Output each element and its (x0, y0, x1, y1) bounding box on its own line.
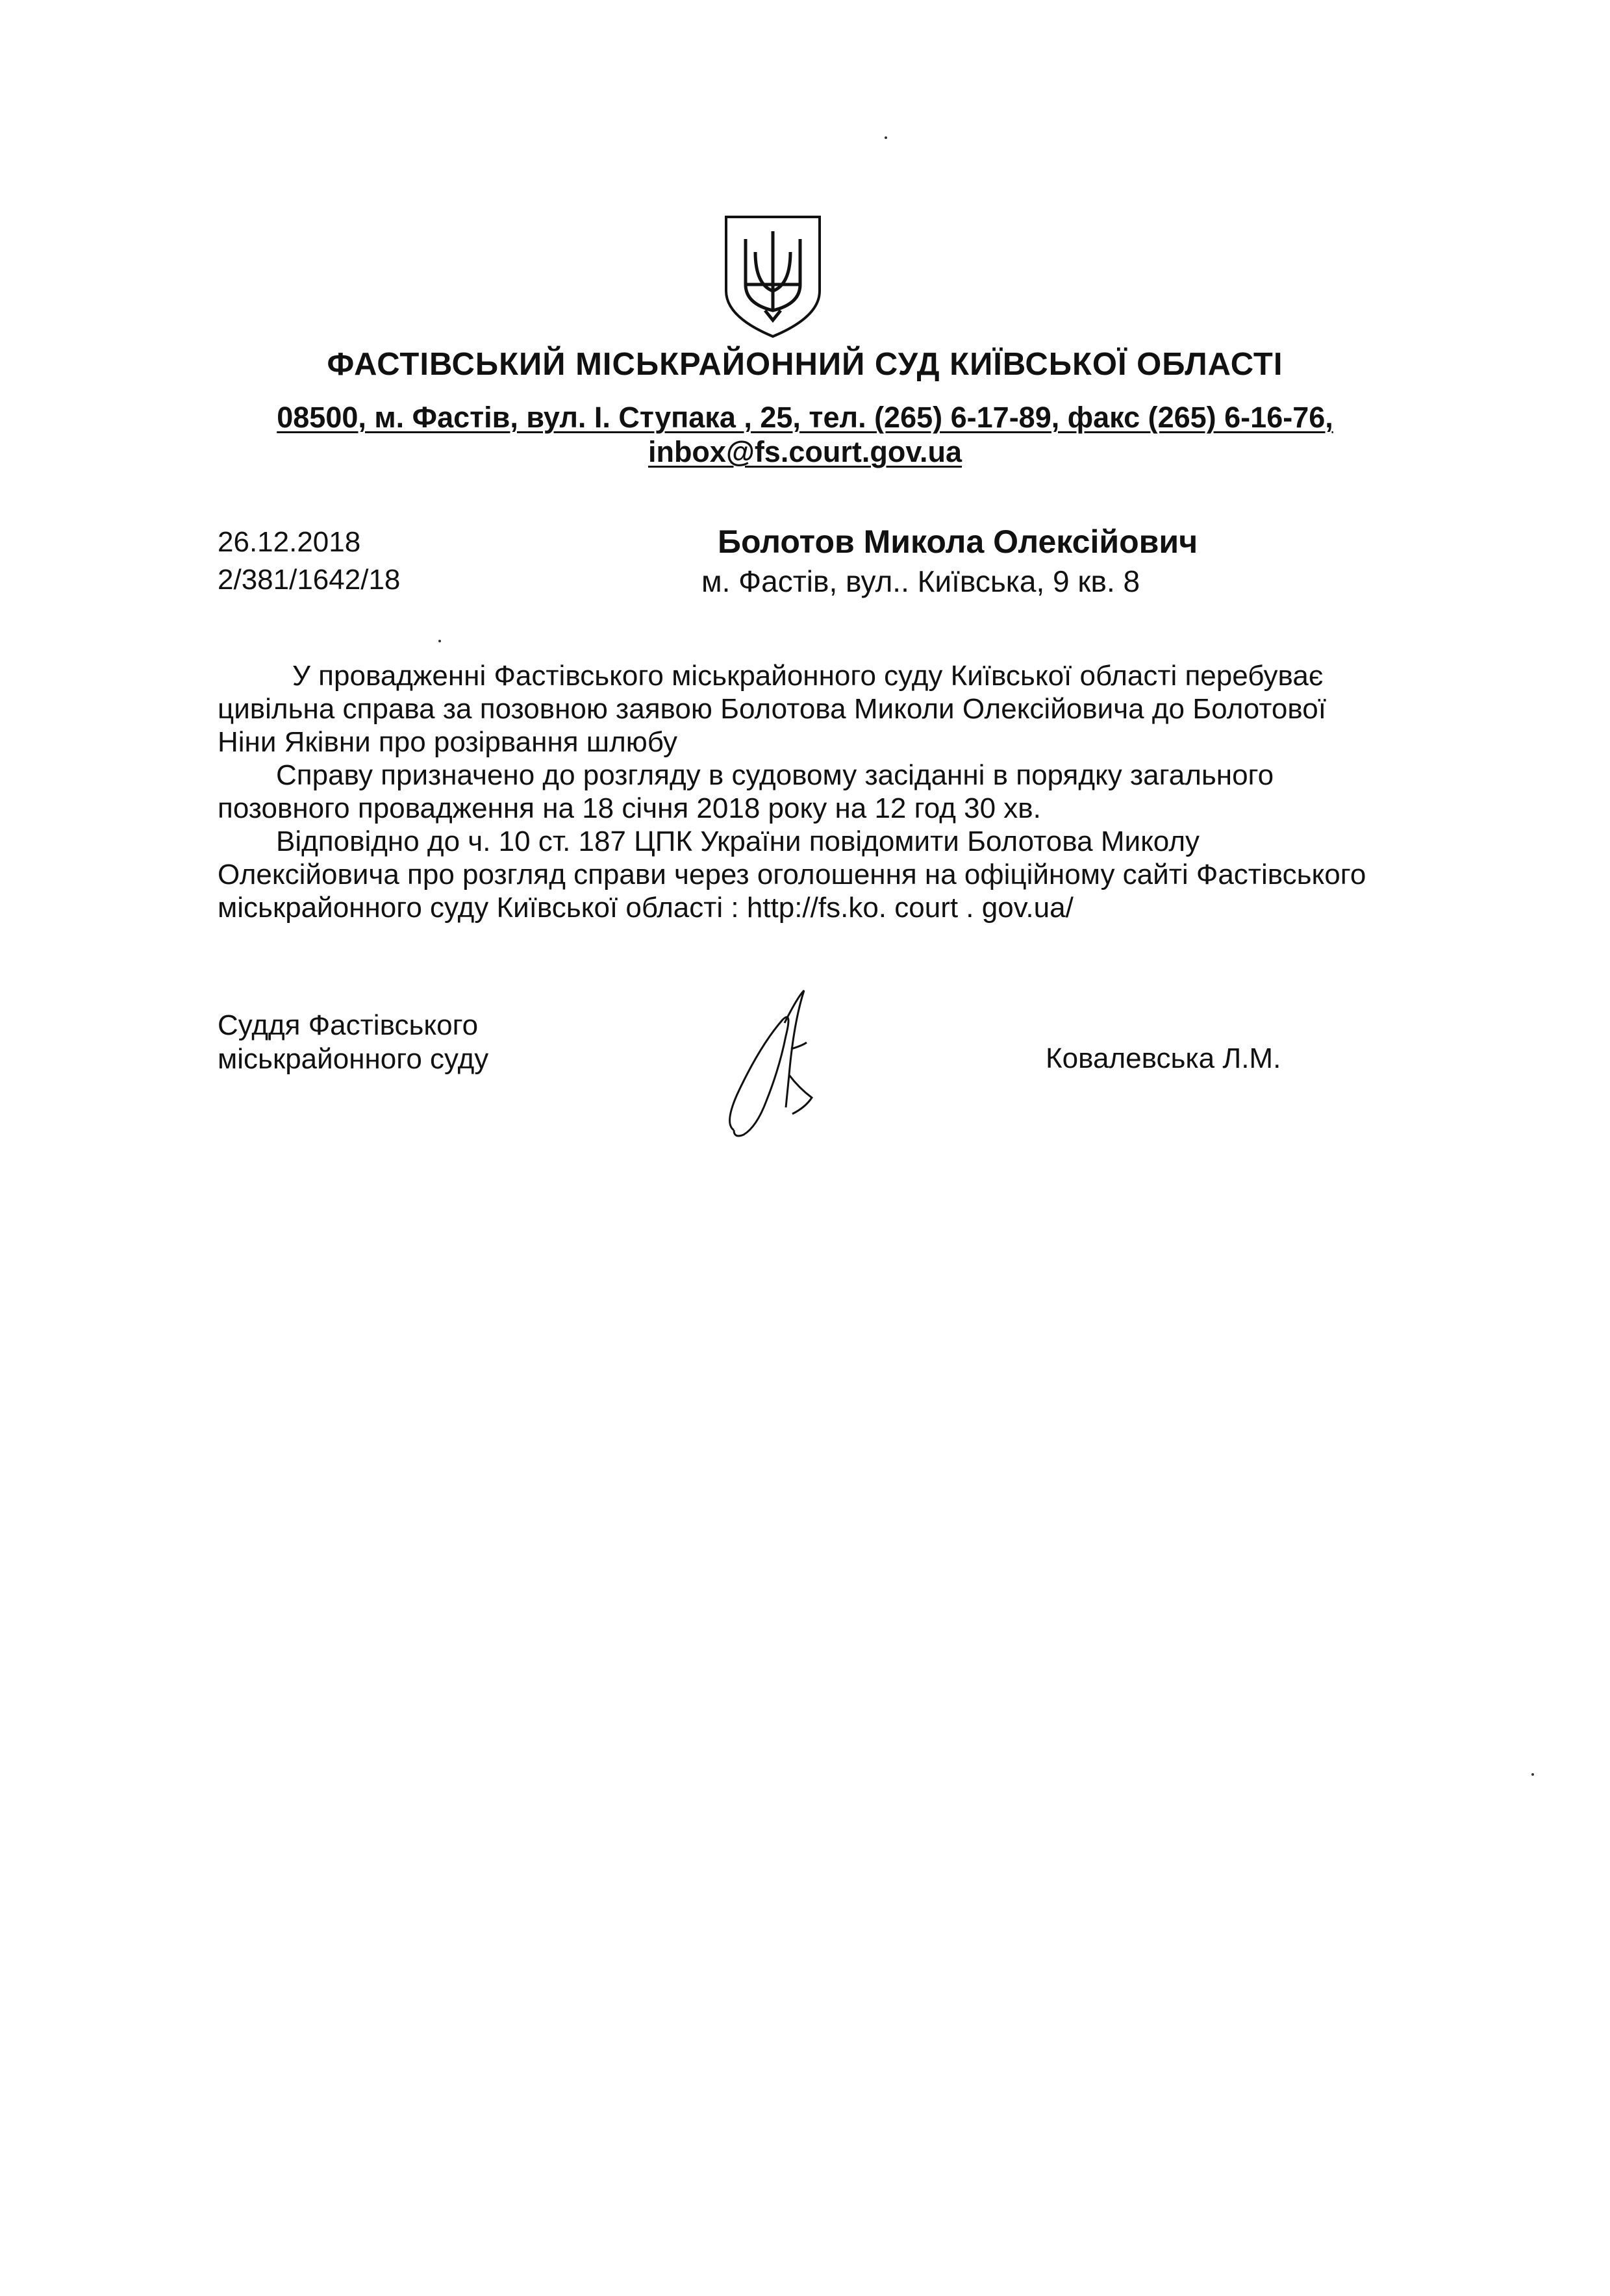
judge-name: Ковалевська Л.М. (1046, 1042, 1281, 1074)
notice-body (218, 659, 1478, 924)
document-number: 2/381/1642/18 (218, 564, 401, 596)
body-line: Відповідно до ч. 10 ст. 187 ЦПК України повідомити Болотова Миколу (276, 826, 1200, 857)
recipient-name: Болотов Микола Олексійович (718, 524, 1198, 560)
scan-speck (438, 640, 441, 642)
trident-emblem-icon (720, 213, 826, 339)
scan-speck (885, 136, 887, 139)
body-line: цивільна справа за позовною заявою Болотова Миколи Олексійовича до Болотової (218, 693, 1326, 725)
body-line: міськрайонного суду Київської області : http://fs.ko. court . gov.ua/ (218, 892, 1074, 924)
court-address: 08500, м. Фастів, вул. І. Ступака , 25, тел. (265) 6-17-89, факс (265) 6-16-76, (277, 401, 1333, 434)
body-line: позовного провадження на 18 січня 2018 року на 12 год 30 хв. (218, 792, 1041, 824)
judge-title (218, 1009, 607, 1076)
recipient-address: м. Фастів, вул.. Київська, 9 кв. 8 (701, 564, 1140, 598)
court-email-line (0, 435, 1610, 469)
body-line: У провадженні Фастівського міськрайонного суду Київської області перебуває (292, 660, 1324, 692)
document-date: 26.12.2018 (218, 526, 361, 558)
court-name-heading: ФАСТІВСЬКИЙ МІСЬКРАЙОННИЙ СУД КИЇВСЬКОЇ ОБЛАСТІ (327, 347, 1283, 382)
scan-speck (1531, 1773, 1534, 1776)
body-line: Справу призначено до розгляду в судовому засіданні в порядку загального (276, 759, 1274, 791)
body-line: Олексійовича про розгляд справи через оголошення на офіційному сайті Фастівського (218, 859, 1366, 890)
judge-title-line: Суддя Фастівського (218, 1009, 479, 1041)
judge-title-line: міськрайонного суду (218, 1043, 489, 1075)
court-email[interactable]: inbox@fs.court.gov.ua (648, 435, 962, 468)
body-line: Ніни Яківни про розірвання шлюбу (218, 726, 677, 758)
signature-icon (721, 984, 864, 1140)
